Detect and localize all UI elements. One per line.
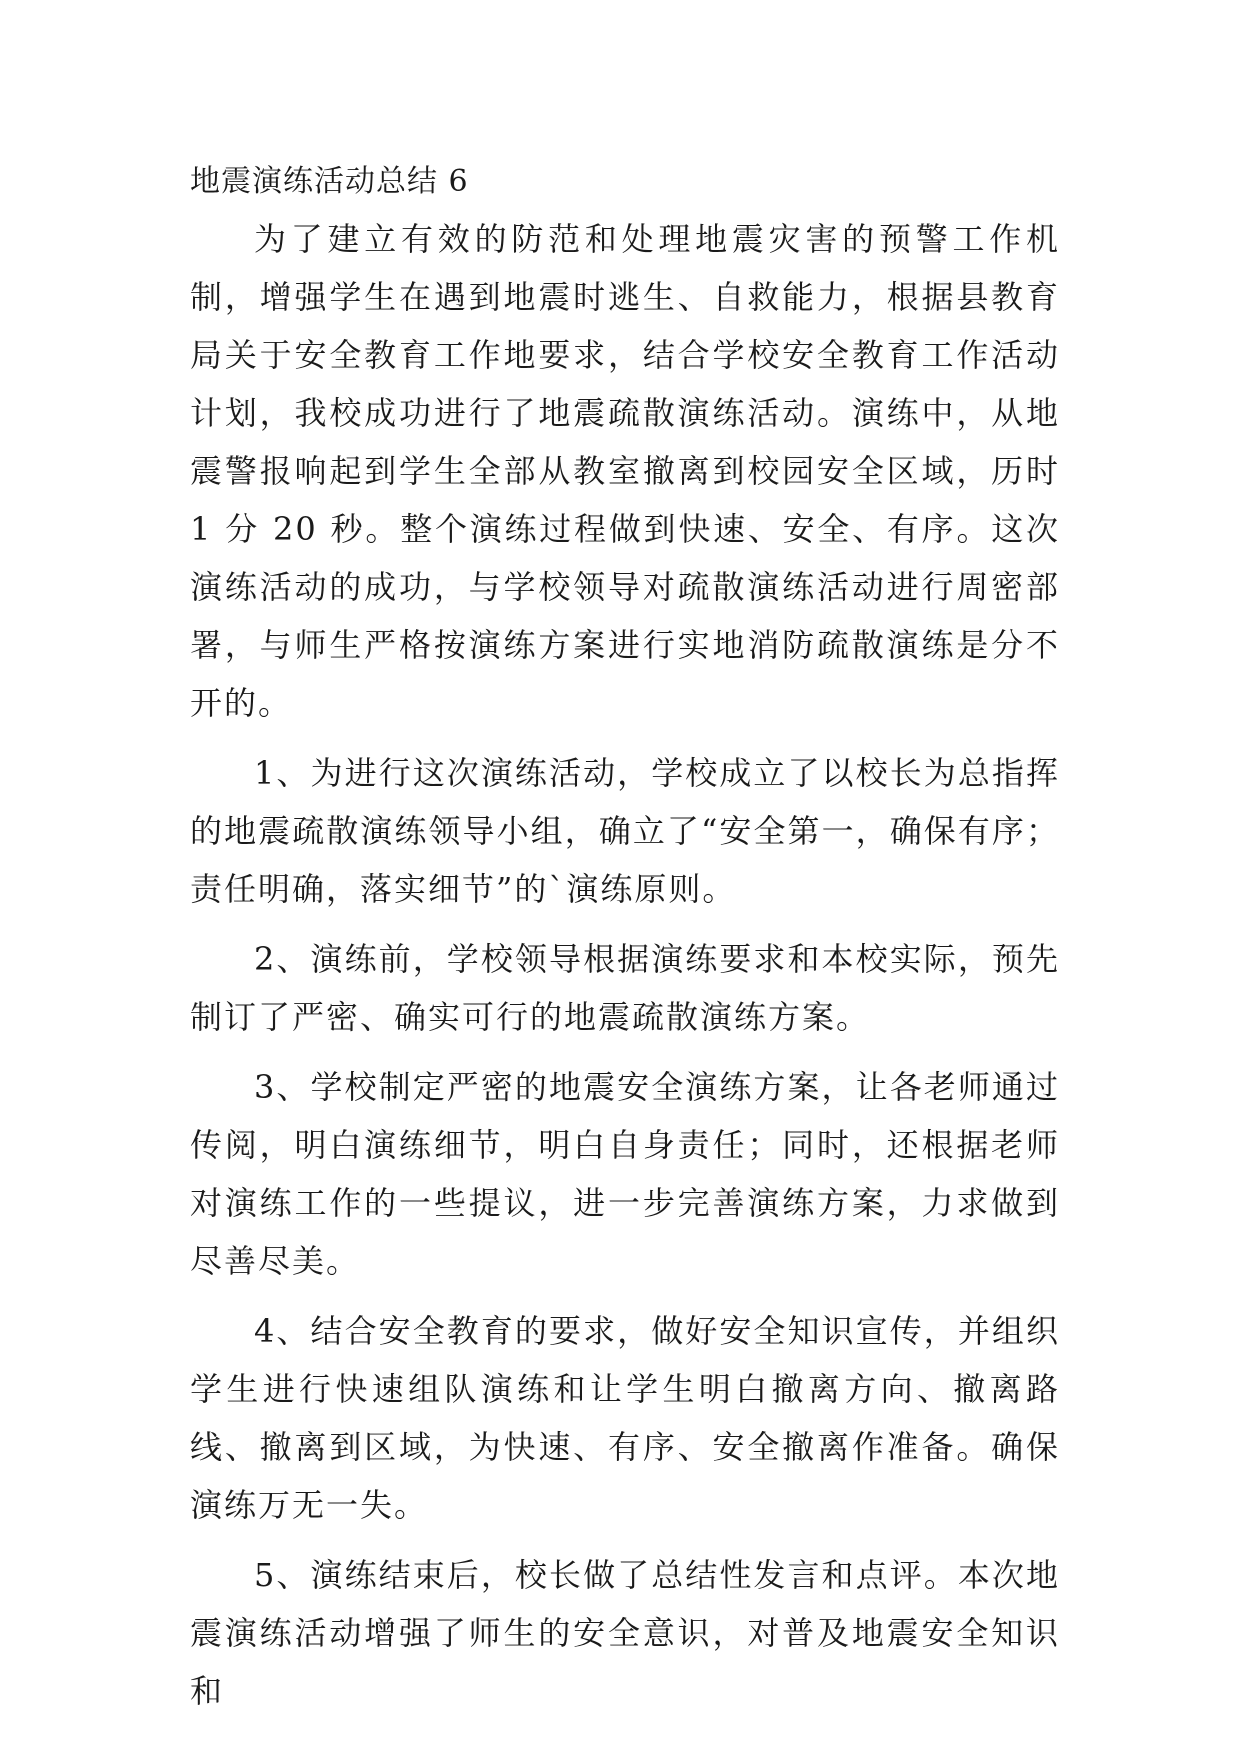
paragraph-item-5: 5、演练结束后，校长做了总结性发言和点评。本次地震演练活动增强了师生的安全意识，对普及地震安全知识和 [190, 1556, 1060, 1710]
paragraph-item-1: 1、为进行这次演练活动，学校成立了以校长为总指挥的地震疏散演练领导小组，确立了“安全第一，确保有序；责任明确，落实细节”的`演练原则。 [190, 754, 1060, 908]
document-body [190, 162, 1060, 1720]
document-title: 地震演练活动总结 6 [190, 164, 469, 199]
paragraph-item-2: 2、演练前，学校领导根据演练要求和本校实际，预先制订了严密、确实可行的地震疏散演练方案。 [190, 940, 1060, 1036]
paragraph-item-4: 4、结合安全教育的要求，做好安全知识宣传，并组织学生进行快速组队演练和让学生明白撤离方向、撤离路线、撤离到区域，为快速、有序、安全撤离作准备。确保演练万无一失。 [190, 1312, 1060, 1524]
paragraph-intro: 为了建立有效的防范和处理地震灾害的预警工作机制，增强学生在遇到地震时逃生、自救能力，根据县教育局关于安全教育工作地要求，结合学校安全教育工作活动计划，我校成功进行了地震疏散演练活动。演练中，从地震警报响起到学生全部从教室撤离到校园安全区域，历时 1 分 20 秒。整个演练过程做到快速、安全、有序。这次演练活动的成功，与学校领导对疏散演练活动进行周密部署，与师生严格按演练方案进行实地消防疏散演练是分不开的。 [190, 220, 1060, 722]
paragraph-item-3: 3、学校制定严密的地震安全演练方案，让各老师通过传阅，明白演练细节，明白自身责任；同时，还根据老师对演练工作的一些提议，进一步完善演练方案，力求做到尽善尽美。 [190, 1068, 1060, 1280]
